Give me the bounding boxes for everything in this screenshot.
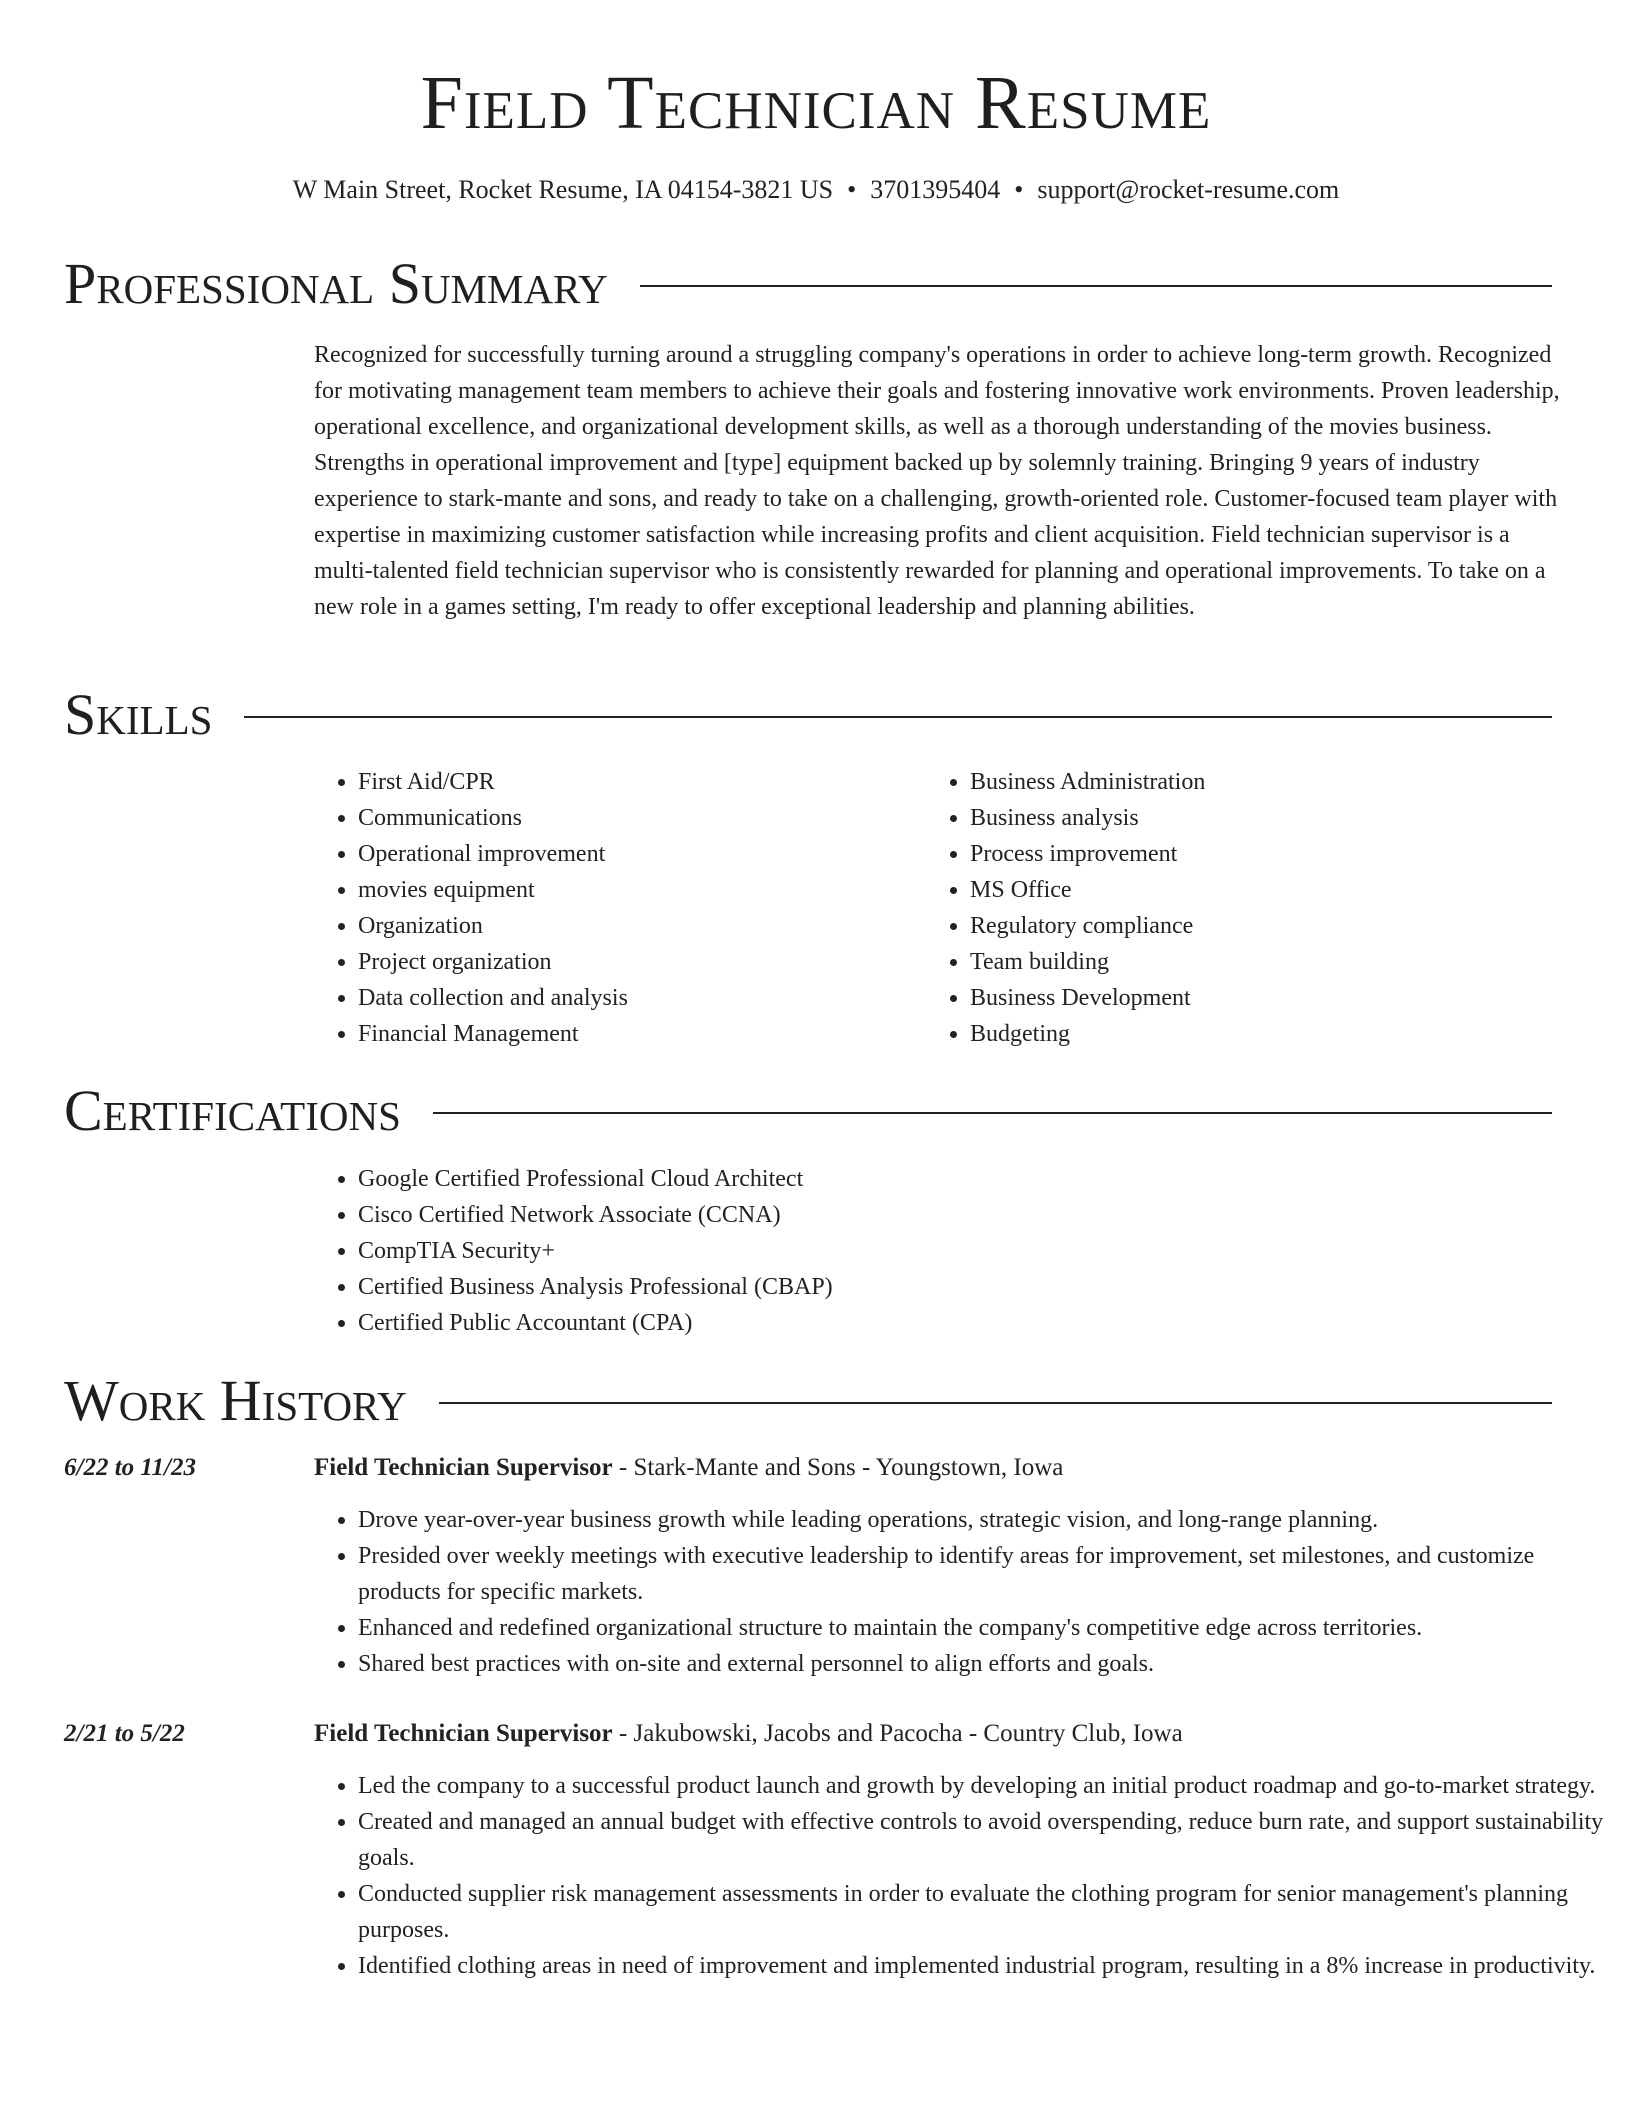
job-bullet: • Created and managed an annual budget with effective controls to avoid overspending, reduce burn rate, and support sustainability goals.: [358, 1804, 1610, 1876]
job-bullet: • Enhanced and redefined organizational structure to maintain the company's competitive edge across territories.: [358, 1610, 1610, 1646]
job-title: Field Technician Supervisor: [314, 1720, 613, 1747]
section-divider: [640, 285, 1552, 287]
job-bullets: [314, 1768, 1610, 1984]
skill-item: • Communications: [358, 800, 918, 836]
skill-item: • Business analysis: [970, 800, 1570, 836]
skills-list-left: [314, 764, 918, 1052]
skill-item: • Team building: [970, 944, 1570, 980]
certifications-section-header: [64, 1079, 1552, 1143]
work-section-header: [64, 1369, 1552, 1433]
job-dates: 6/22 to 11/23: [64, 1454, 196, 1481]
section-divider: [433, 1112, 1552, 1114]
skill-item: • Data collection and analysis: [358, 980, 918, 1016]
job-bullets: [314, 1502, 1610, 1682]
section-divider: [439, 1402, 1552, 1404]
job-bullet: • Led the company to a successful product launch and growth by developing an initial product roadmap and go-to-market strategy.: [358, 1768, 1610, 1804]
summary-text: Recognized for successfully turning around a struggling company's operations in order to achieve long-term growth. Recognized for motivating management team members to achieve their goals and fostering innovative work environments. Proven leadership, operational excellence, and organizational development skills, as well as a thorough understanding of the movies business. Strengths in operational improvement and [type] equipment backed up by solemnly training. Bringing 9 years of industry experience to stark-mante and sons, and ready to take on a challenging, growth-oriented role. Customer-focused team player with expertise in maximizing customer satisfaction while increasing profits and client acquisition. Field technician supervisor is a multi-talented field technician supervisor who is consistently rewarded for planning and operational improvements. To take on a new role in a games setting, I'm ready to offer exceptional leadership and planning abilities.: [314, 342, 1560, 620]
job-bullet: • Shared best practices with on-site and external personnel to align efforts and goals.: [358, 1646, 1610, 1682]
certification-item: • Google Certified Professional Cloud Architect: [358, 1161, 1558, 1197]
skill-item: • Business Administration: [970, 764, 1570, 800]
skill-item: • Project organization: [358, 944, 918, 980]
section-divider: [244, 716, 1552, 718]
skill-item: • Organization: [358, 908, 918, 944]
skill-item: • Budgeting: [970, 1016, 1570, 1052]
skill-item: • First Aid/CPR: [358, 764, 918, 800]
skills-section-header: [64, 683, 1552, 747]
contact-email: support@rocket-resume.com: [1037, 175, 1340, 204]
skill-item: • Regulatory compliance: [970, 908, 1570, 944]
summary-section-header: [64, 252, 1552, 316]
certification-item: • Certified Public Accountant (CPA): [358, 1305, 1558, 1341]
skills-list-right: [926, 764, 1570, 1052]
skill-item: • Business Development: [970, 980, 1570, 1016]
resume-title: Field Technician Resume: [420, 61, 1212, 145]
certification-item: • Certified Business Analysis Professional (CBAP): [358, 1269, 1558, 1305]
skill-item: • Process improvement: [970, 836, 1570, 872]
skill-item: • MS Office: [970, 872, 1570, 908]
skill-item: • movies equipment: [358, 872, 918, 908]
contact-separator: •: [1014, 175, 1024, 204]
contact-line: [0, 172, 1632, 208]
job-employer-location: - Stark-Mante and Sons - Youngstown, Iowa: [612, 1454, 1064, 1481]
job-bullet: • Drove year-over-year business growth while leading operations, strategic vision, and long-range planning.: [358, 1502, 1610, 1538]
summary-heading: Professional Summary: [64, 251, 608, 316]
certification-item: • CompTIA Security+: [358, 1233, 1558, 1269]
contact-address: W Main Street, Rocket Resume, IA 04154-3821 US: [292, 175, 834, 204]
job-header: [314, 1450, 1063, 1486]
job-bullet: • Conducted supplier risk management assessments in order to evaluate the clothing program for senior management's planning purposes.: [358, 1876, 1610, 1948]
certifications-list: [314, 1161, 1558, 1341]
certifications-heading: Certifications: [64, 1078, 401, 1143]
work-heading: Work History: [64, 1368, 407, 1433]
skill-item: • Financial Management: [358, 1016, 918, 1052]
job-title: Field Technician Supervisor: [314, 1454, 613, 1481]
job-employer-location: - Jakubowski, Jacobs and Pacocha - Country Club, Iowa: [612, 1720, 1183, 1747]
job-bullet: • Identified clothing areas in need of improvement and implemented industrial program, resulting in a 8% increase in productivity.: [358, 1948, 1610, 1984]
job-header: [314, 1716, 1183, 1752]
skills-heading: Skills: [64, 682, 213, 747]
contact-separator: •: [847, 175, 857, 204]
contact-phone: 3701395404: [870, 175, 1001, 204]
job-bullet: • Presided over weekly meetings with executive leadership to identify areas for improvement, set milestones, and customize products for specific markets.: [358, 1538, 1610, 1610]
certification-item: • Cisco Certified Network Associate (CCNA): [358, 1197, 1558, 1233]
job-dates: 2/21 to 5/22: [64, 1720, 185, 1747]
skill-item: • Operational improvement: [358, 836, 918, 872]
